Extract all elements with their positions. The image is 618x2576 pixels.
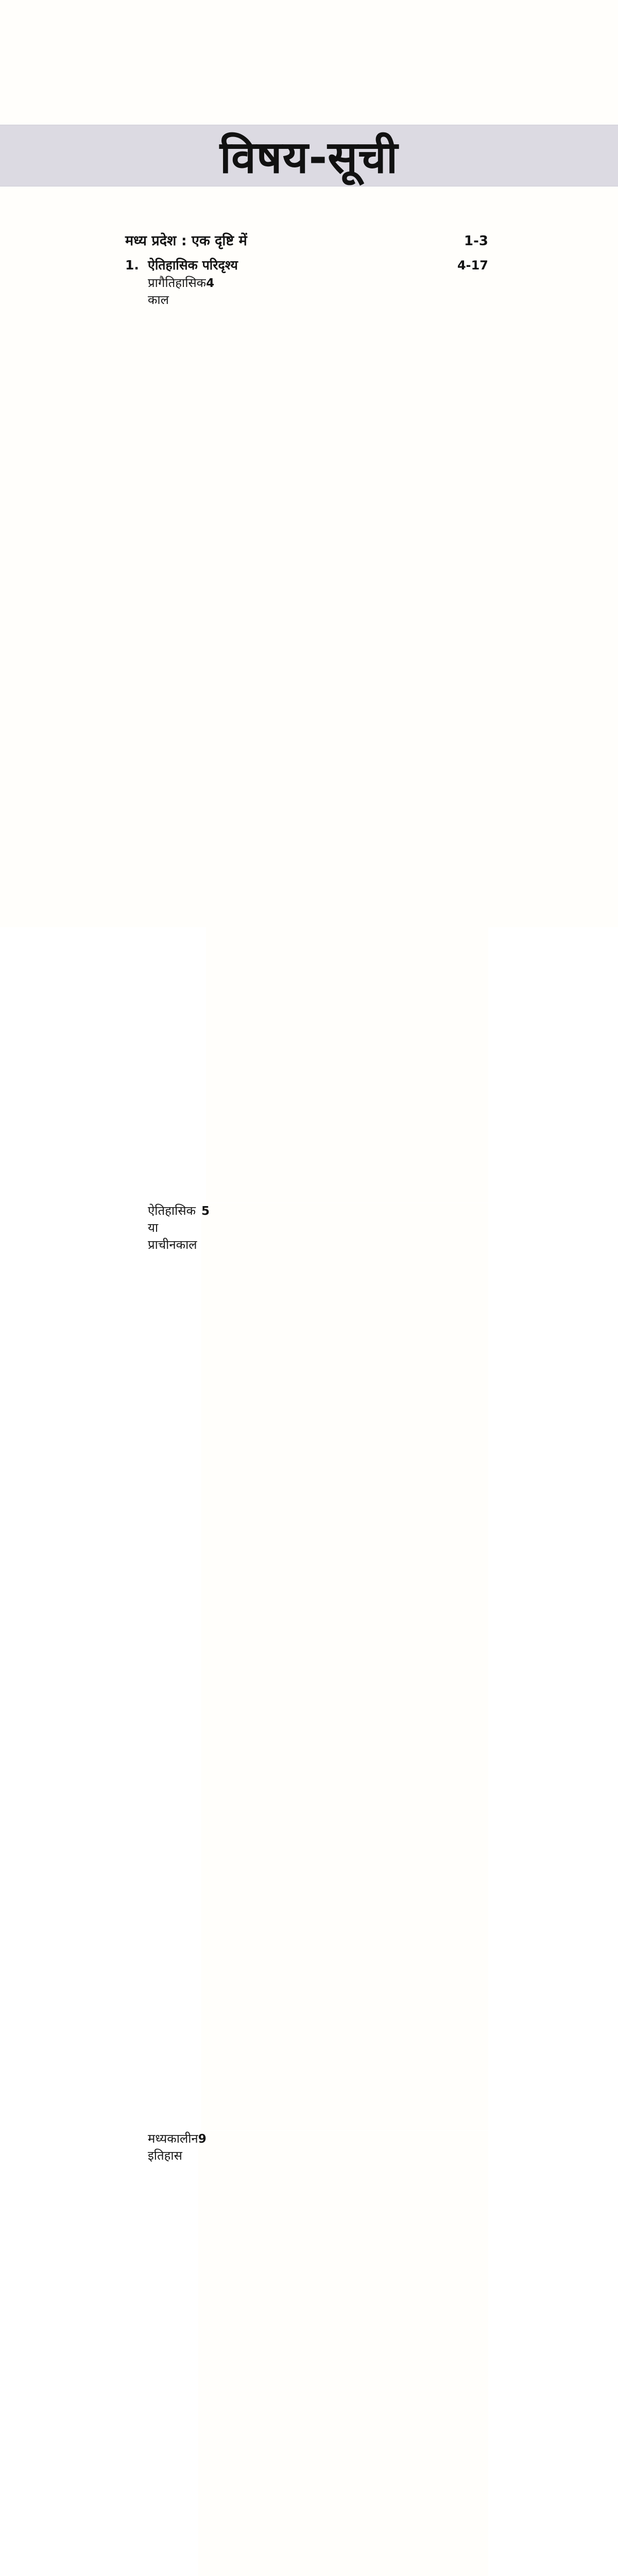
toc-sections — [125, 256, 488, 2576]
title-banner — [0, 125, 618, 187]
item-label: प्रागैतिहासिक काल — [148, 276, 207, 307]
page-title: विषय-सूची — [219, 132, 399, 183]
item-label: ऐतिहासिक या प्राचीनकाल — [148, 1204, 197, 1252]
toc-intro-row — [125, 231, 488, 251]
toc — [125, 231, 488, 2576]
item-page: 4 — [206, 275, 488, 1202]
section-title: ऐतिहासिक परिदृश्य — [148, 258, 238, 273]
toc-item-row — [125, 2130, 488, 2576]
item-page: 5 — [201, 1203, 488, 2130]
toc-section — [125, 256, 488, 2576]
section-items — [125, 275, 488, 2576]
toc-intro-label: मध्य प्रदेश : एक दृष्टि में — [125, 233, 247, 249]
item-label: मध्यकालीन इतिहास — [148, 2131, 198, 2163]
section-pages: 4-17 — [457, 258, 488, 273]
toc-item-row — [125, 1202, 488, 2130]
section-number: 1. — [125, 258, 139, 273]
toc-intro-pages: 1-3 — [464, 233, 488, 249]
section-header-left — [125, 256, 238, 275]
item-page: 9 — [198, 2131, 488, 2576]
toc-item-row — [125, 275, 488, 1202]
section-header-row — [125, 256, 488, 275]
